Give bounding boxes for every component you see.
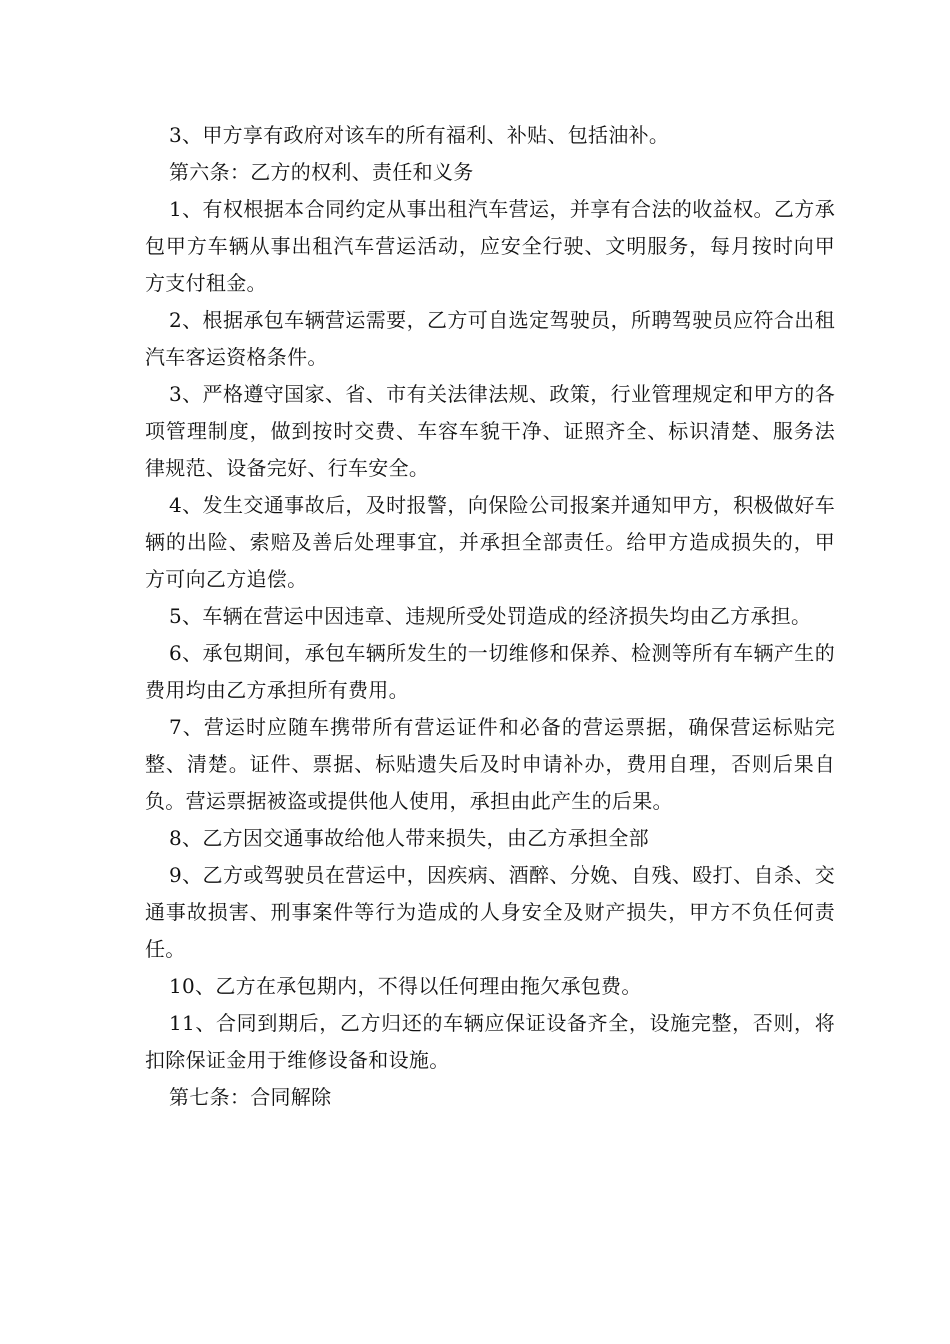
paragraph-clause-5-3: 3、甲方享有政府对该车的所有福利、补贴、包括油补。 (169, 123, 670, 147)
article-6-heading: 第六条：乙方的权利、责任和义务 (169, 160, 474, 184)
document-body (145, 117, 835, 1116)
paragraph-clause-6-1: 1、有权根据本合同约定从事出租汽车营运，并享有合法的收益权。乙方承包甲方车辆从事出租汽车营运活动，应安全行驶、文明服务，每月按时向甲方支付租金。 (145, 197, 835, 295)
paragraph-clause-6-7: 7、营运时应随车携带所有营运证件和必备的营运票据，确保营运标贴完整、清楚。证件、票据、标贴遗失后及时申请补办，费用自理，否则后果自负。营运票据被盗或提供他人使用，承担由此产生的后果。 (145, 715, 835, 813)
paragraph-clause-6-10: 10、乙方在承包期内，不得以任何理由拖欠承包费。 (169, 974, 642, 998)
article-7-heading: 第七条：合同解除 (169, 1085, 332, 1109)
paragraph-clause-6-4: 4、发生交通事故后，及时报警，向保险公司报案并通知甲方，积极做好车辆的出险、索赔及善后处理事宜，并承担全部责任。给甲方造成损失的，甲方可向乙方追偿。 (145, 493, 835, 591)
paragraph-clause-6-5: 5、车辆在营运中因违章、违规所受处罚造成的经济损失均由乙方承担。 (169, 604, 812, 628)
paragraph-clause-6-6: 6、承包期间，承包车辆所发生的一切维修和保养、检测等所有车辆产生的费用均由乙方承担所有费用。 (145, 641, 835, 702)
paragraph-clause-6-11: 11、合同到期后，乙方归还的车辆应保证设备齐全，设施完整，否则，将扣除保证金用于维修设备和设施。 (145, 1011, 835, 1072)
paragraph-clause-6-3: 3、严格遵守国家、省、市有关法律法规、政策，行业管理规定和甲方的各项管理制度，做到按时交费、车容车貌干净、证照齐全、标识清楚、服务法律规范、设备完好、行车安全。 (145, 382, 835, 480)
paragraph-clause-6-9: 9、乙方或驾驶员在营运中，因疾病、酒醉、分娩、自残、殴打、自杀、交通事故损害、刑事案件等行为造成的人身安全及财产损失，甲方不负任何责任。 (145, 863, 835, 961)
paragraph-clause-6-2: 2、根据承包车辆营运需要，乙方可自选定驾驶员，所聘驾驶员应符合出租汽车客运资格条件。 (145, 308, 835, 369)
paragraph-clause-6-8: 8、乙方因交通事故给他人带来损失，由乙方承担全部 (169, 826, 649, 850)
